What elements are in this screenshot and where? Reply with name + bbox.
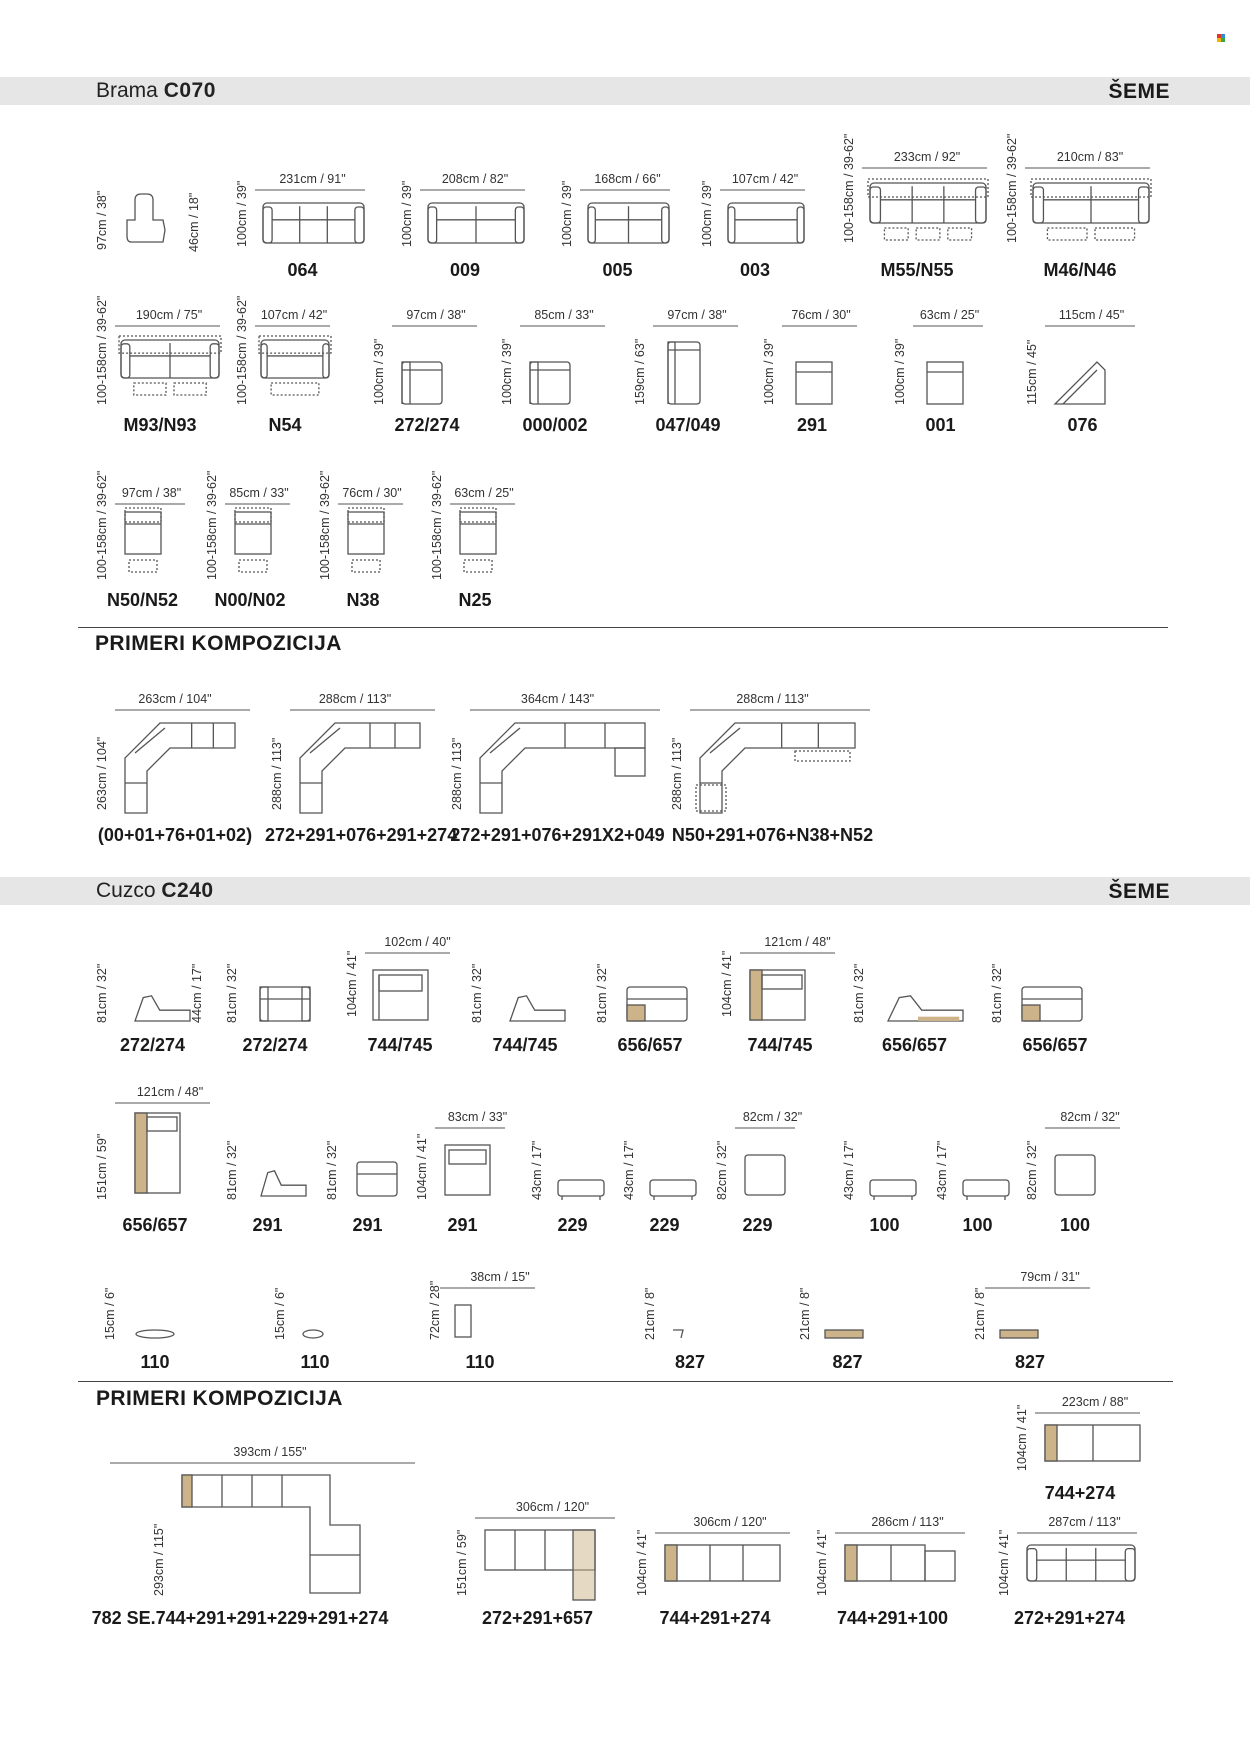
height-dimension: 100cm / 39" <box>762 338 776 405</box>
height-dimension: 81cm / 32" <box>595 963 609 1023</box>
cuzco-module-3 <box>470 935 580 1060</box>
brama-module-row2-0 <box>95 280 225 440</box>
height-dimension: 81cm / 32" <box>852 963 866 1023</box>
width-dimension: 85cm / 33" <box>534 308 594 322</box>
cuzco-module-row2-9 <box>1025 1110 1125 1240</box>
width-dimension: 82cm / 32" <box>1060 1110 1120 1124</box>
width-dimension: 121cm / 48" <box>764 935 831 949</box>
module-code: 291 <box>352 1215 383 1235</box>
module-code: 744+291+100 <box>836 1608 949 1628</box>
module-code: 100 <box>869 1215 900 1235</box>
cuzco-composition-5 <box>1015 1395 1145 1505</box>
module-code: 110 <box>140 1352 170 1372</box>
module-code: 110 <box>300 1352 330 1372</box>
width-dimension: 82cm / 32" <box>742 1110 803 1124</box>
side-view-drawing <box>135 996 190 1021</box>
height-dimension: 72cm / 28" <box>428 1280 442 1340</box>
height-dimension: 100-158cm / 39-62" <box>430 470 444 580</box>
height-dimension: 43cm / 17" <box>530 1140 544 1200</box>
brama-recliner-module-3 <box>430 450 520 610</box>
brama-recliner-module-0 <box>95 450 190 610</box>
sofa-drawing <box>728 203 804 243</box>
height-dimension: 104cm / 41" <box>415 1133 429 1200</box>
height-dimension: 104cm / 41" <box>345 950 359 1017</box>
module-code: 656/657 <box>1022 1035 1088 1055</box>
module-code: 827 <box>674 1352 706 1372</box>
cuzco-composition-1 <box>455 1500 620 1630</box>
module-code: 656/657 <box>881 1035 948 1055</box>
brama-title: Brama C070 <box>96 79 216 102</box>
height-dimension: 81cm / 32" <box>470 963 484 1023</box>
side-view-drawing <box>510 996 565 1021</box>
cuzco-module-row2-6 <box>715 1110 803 1240</box>
sofa-drawing <box>263 203 364 243</box>
height-dimension: 82cm / 32" <box>1025 1140 1039 1200</box>
width-dimension: 83cm / 33" <box>447 1110 508 1124</box>
module-code: N50/N52 <box>106 590 179 610</box>
width-dimension: 233cm / 92" <box>893 150 961 164</box>
cuzco-module-row2-0 <box>95 1085 215 1240</box>
height-dimension: 100cm / 39" <box>372 338 386 405</box>
module-code: 827 <box>832 1352 863 1372</box>
brama-module-1 <box>400 165 530 285</box>
height-dimension: 15cm / 6" <box>273 1287 287 1340</box>
height-dimension: 263cm / 104" <box>95 736 109 810</box>
brama-recliner-module-1 <box>205 450 295 610</box>
width-dimension: 121cm / 48" <box>136 1085 204 1099</box>
width-dimension: 208cm / 82" <box>441 172 509 186</box>
cuzco-compositions-heading: PRIMERI KOMPOZICIJA <box>96 1387 343 1410</box>
width-dimension: 76cm / 30" <box>791 308 851 322</box>
height-dimension: 100cm / 39" <box>893 338 907 405</box>
height-dimension: 81cm / 32" <box>95 963 109 1023</box>
height-dimension: 100cm / 39" <box>235 180 249 247</box>
width-dimension: 38cm / 15" <box>470 1270 530 1284</box>
width-dimension: 210cm / 83" <box>1056 150 1124 164</box>
width-dimension: 63cm / 25" <box>454 486 514 500</box>
brama-divider <box>78 627 1168 628</box>
brama-module-2 <box>560 165 675 285</box>
height-dimension: 15cm / 6" <box>103 1287 117 1340</box>
brama-module-row2-3 <box>500 280 610 440</box>
module-code: 291 <box>252 1215 283 1235</box>
cuzco-module-6 <box>852 935 977 1060</box>
height-dimension: 81cm / 32" <box>990 963 1004 1023</box>
cuzco-accessory-3 <box>635 1250 745 1375</box>
cuzco-module-row2-5 <box>622 1110 707 1240</box>
height-dimension: 288cm / 113" <box>270 737 284 810</box>
module-code: 272+291+657 <box>481 1608 594 1628</box>
module-code: 782 SE.744+291+291+229+291+274 <box>91 1608 389 1628</box>
width-dimension: 97cm / 38" <box>667 308 727 322</box>
module-code: 272+291+076+291X2+049 <box>450 825 665 845</box>
cuzco-module-row2-4 <box>530 1110 615 1240</box>
sofa-drawing <box>1031 179 1151 240</box>
height-dimension: 100-158cm / 39-62" <box>842 133 856 243</box>
height-dimension: 288cm / 113" <box>670 737 684 810</box>
height-dimension: 81cm / 32" <box>225 963 239 1023</box>
seat-height-dimension: 44cm / 17" <box>190 963 204 1023</box>
sofa-drawing <box>868 179 988 240</box>
height-dimension: 81cm / 32" <box>325 1140 339 1200</box>
module-code: 064 <box>287 260 318 280</box>
brama-schemes-label: ŠEME <box>1108 80 1170 103</box>
module-code: 272/274 <box>119 1035 186 1055</box>
cuzco-module-4 <box>595 935 705 1060</box>
width-dimension: 223cm / 88" <box>1061 1395 1129 1409</box>
module-code: N25 <box>458 590 492 610</box>
height-dimension: 100cm / 39" <box>700 180 714 247</box>
module-code: M46/N46 <box>1043 260 1117 280</box>
module-code: 827 <box>1014 1352 1046 1372</box>
module-code: 291 <box>447 1215 478 1235</box>
height-dimension: 82cm / 32" <box>715 1140 729 1200</box>
width-dimension: 107cm / 42" <box>731 172 799 186</box>
cuzco-module-row2-8 <box>935 1110 1020 1240</box>
width-dimension: 168cm / 66" <box>594 172 661 186</box>
sofa-drawing <box>428 203 524 243</box>
module-code: 744/745 <box>747 1035 813 1055</box>
height-dimension: 100-158cm / 39-62" <box>1005 133 1019 243</box>
brama-compositions-heading: PRIMERI KOMPOZICIJA <box>95 632 342 655</box>
module-code: 656/657 <box>122 1215 188 1235</box>
height-dimension: 104cm / 41" <box>720 950 734 1017</box>
module-code: 001 <box>925 415 956 435</box>
height-dimension: 288cm / 113" <box>450 737 464 810</box>
height-dimension: 100cm / 39" <box>560 180 574 247</box>
module-code: 000/002 <box>522 415 588 435</box>
module-code: 100 <box>962 1215 993 1235</box>
height-dimension: 100cm / 39" <box>500 338 514 405</box>
sofa-drawing <box>119 336 221 395</box>
height-dimension: 21cm / 8" <box>643 1287 657 1340</box>
seat-height-dimension: 46cm / 18" <box>187 192 201 252</box>
sofa-drawing <box>259 336 331 395</box>
cuzco-module-row2-1 <box>225 1110 310 1240</box>
height-dimension: 104cm / 41" <box>815 1529 829 1596</box>
module-code: N54 <box>268 415 302 435</box>
width-dimension: 79cm / 31" <box>1020 1270 1080 1284</box>
height-dimension: 100-158cm / 39-62" <box>205 470 219 580</box>
width-dimension: 393cm / 155" <box>233 1445 307 1459</box>
module-code: 110 <box>465 1352 495 1372</box>
module-code: 229 <box>649 1215 680 1235</box>
brama-module-row2-4 <box>633 280 743 440</box>
module-code: 229 <box>742 1215 773 1235</box>
module-code: 272/274 <box>242 1035 308 1055</box>
width-dimension: 85cm / 33" <box>229 486 289 500</box>
brama-header-band <box>0 77 1250 105</box>
height-dimension: 104cm / 41" <box>997 1529 1011 1596</box>
cuzco-module-row2-7 <box>842 1110 927 1240</box>
module-code: 272+291+076+291+274 <box>265 825 458 845</box>
brama-composition-1 <box>265 675 458 850</box>
brama-module-0 <box>235 165 370 285</box>
width-dimension: 97cm / 38" <box>406 308 466 322</box>
side-view-drawing <box>888 996 963 1021</box>
width-dimension: 306cm / 120" <box>693 1515 767 1529</box>
cuzco-accessory-5 <box>965 1250 1095 1375</box>
height-dimension: 159cm / 63" <box>633 338 647 405</box>
height-dimension: 100-158cm / 39-62" <box>235 295 249 405</box>
height-dimension: 21cm / 8" <box>798 1287 812 1340</box>
height-dimension: 100cm / 39" <box>400 180 414 247</box>
module-code: 100 <box>1059 1215 1091 1235</box>
brama-module-row2-6 <box>893 280 988 440</box>
height-dimension: 100-158cm / 39-62" <box>95 295 109 405</box>
module-code: 656/657 <box>617 1035 683 1055</box>
width-dimension: 231cm / 91" <box>279 172 346 186</box>
width-dimension: 115cm / 45" <box>1058 308 1125 322</box>
cuzco-title: Cuzco C240 <box>96 879 214 902</box>
height-dimension: 100-158cm / 39-62" <box>318 470 332 580</box>
height-dimension: 43cm / 17" <box>935 1140 949 1200</box>
height-dimension: 104cm / 41" <box>635 1529 649 1596</box>
cuzco-module-2 <box>345 935 455 1060</box>
brama-module-4 <box>842 125 992 285</box>
width-dimension: 288cm / 113" <box>736 692 809 706</box>
cuzco-divider <box>78 1381 1173 1382</box>
cuzco-module-1 <box>225 935 325 1060</box>
height-dimension: 43cm / 17" <box>842 1140 856 1200</box>
module-code: 291 <box>796 415 828 435</box>
module-code: 744/745 <box>492 1035 558 1055</box>
width-dimension: 288cm / 113" <box>318 692 392 706</box>
module-code: 009 <box>449 260 481 280</box>
chair-module <box>95 180 200 260</box>
height-dimension: 43cm / 17" <box>622 1140 636 1200</box>
module-code: 005 <box>602 260 633 280</box>
height-dimension: 100-158cm / 39-62" <box>95 470 109 580</box>
module-code: 272/274 <box>394 415 460 435</box>
module-code: 003 <box>739 260 771 280</box>
height-dimension: 97cm / 38" <box>95 190 109 250</box>
height-dimension: 293cm / 115" <box>152 1523 166 1596</box>
cuzco-accessory-1 <box>265 1250 365 1375</box>
module-code: N00/N02 <box>214 590 286 610</box>
width-dimension: 102cm / 40" <box>384 935 451 949</box>
brama-module-row2-7 <box>1025 280 1140 440</box>
brand-logo <box>1217 34 1225 42</box>
height-dimension: 21cm / 8" <box>973 1287 987 1340</box>
cuzco-accessory-0 <box>95 1250 215 1375</box>
module-code: M55/N55 <box>880 260 954 280</box>
width-dimension: 107cm / 42" <box>260 308 328 322</box>
sofa-drawing <box>588 203 669 243</box>
module-code: 047/049 <box>655 415 721 435</box>
cuzco-module-row2-3 <box>415 1110 510 1240</box>
width-dimension: 286cm / 113" <box>871 1515 944 1529</box>
module-code: 744/745 <box>367 1035 433 1055</box>
cuzco-accessory-4 <box>790 1250 905 1375</box>
width-dimension: 306cm / 120" <box>515 1500 590 1514</box>
module-code: 229 <box>557 1215 588 1235</box>
height-dimension: 115cm / 45" <box>1025 339 1039 405</box>
cuzco-module-0 <box>95 935 210 1060</box>
brama-composition-3 <box>670 675 875 850</box>
width-dimension: 287cm / 113" <box>1048 1515 1121 1529</box>
cuzco-header-band <box>0 877 1250 905</box>
cuzco-module-row2-2 <box>325 1110 410 1240</box>
cuzco-composition-4 <box>997 1515 1142 1630</box>
module-code: 744+274 <box>1044 1483 1116 1503</box>
module-code: (00+01+76+01+02) <box>97 825 253 845</box>
cuzco-schemes-label: ŠEME <box>1108 880 1170 903</box>
height-dimension: 151cm / 59" <box>95 1133 109 1200</box>
cuzco-composition-3 <box>815 1515 970 1630</box>
cuzco-module-7 <box>990 935 1120 1060</box>
module-code: 076 <box>1067 415 1098 435</box>
brama-module-5 <box>1005 125 1155 285</box>
cuzco-composition-0 <box>90 1445 420 1630</box>
module-code: 744+291+274 <box>659 1608 771 1628</box>
brama-module-row2-1 <box>235 280 335 440</box>
height-dimension: 104cm / 41" <box>1015 1404 1029 1471</box>
width-dimension: 97cm / 38" <box>121 486 182 500</box>
sofa-drawing <box>1027 1545 1135 1581</box>
cuzco-module-5 <box>720 935 840 1060</box>
width-dimension: 63cm / 25" <box>919 308 980 322</box>
cuzco-accessory-2 <box>420 1250 540 1375</box>
brama-module-3 <box>700 165 810 285</box>
width-dimension: 263cm / 104" <box>138 692 212 706</box>
module-code: M93/N93 <box>123 415 197 435</box>
brama-recliner-module-2 <box>318 450 408 610</box>
module-code: N50+291+076+N38+N52 <box>671 825 874 845</box>
brama-module-row2-5 <box>762 280 862 440</box>
cuzco-composition-2 <box>635 1515 795 1630</box>
width-dimension: 76cm / 30" <box>342 486 402 500</box>
width-dimension: 190cm / 75" <box>135 308 203 322</box>
side-view-drawing <box>261 1171 306 1196</box>
brama-composition-0 <box>95 675 255 850</box>
brama-module-row2-2 <box>372 280 482 440</box>
height-dimension: 151cm / 59" <box>455 1529 469 1596</box>
height-dimension: 81cm / 32" <box>225 1140 239 1200</box>
brama-composition-2 <box>450 675 665 850</box>
width-dimension: 364cm / 143" <box>520 692 595 706</box>
module-code: N38 <box>346 590 380 610</box>
module-code: 272+291+274 <box>1013 1608 1126 1628</box>
